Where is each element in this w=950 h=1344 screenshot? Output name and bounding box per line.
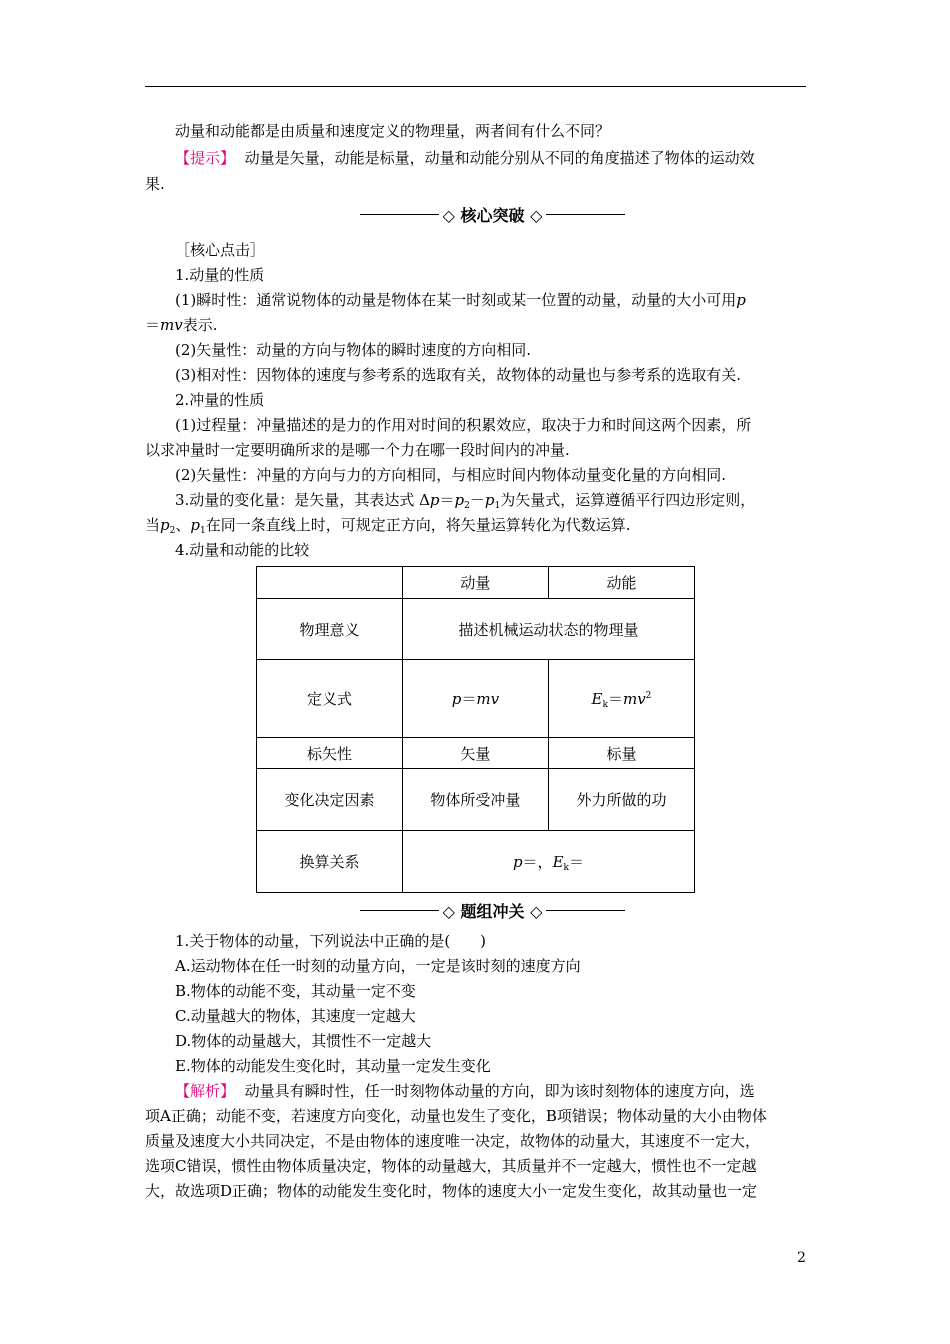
option-e: E.物体的动能发生变化时，其动量一定发生变化 bbox=[175, 1057, 491, 1075]
item-2-1-line-1: (1)过程量：冲量描述的是力的作用对时间的积累效应，取决于力和时间这两个因素，所 bbox=[175, 416, 752, 434]
table-row bbox=[257, 599, 695, 660]
hint-text: 动量是矢量，动能是标量，动量和动能分别从不同的角度描述了物体的运动效 bbox=[244, 149, 755, 167]
subscript-2: 2 bbox=[464, 501, 470, 511]
banner-rule-left bbox=[360, 910, 439, 911]
analysis-tag: 【解析】 bbox=[175, 1082, 236, 1100]
equals: ＝ bbox=[439, 491, 455, 509]
conversion-formula bbox=[402, 831, 694, 893]
section-3-line-2 bbox=[145, 515, 631, 535]
table-cell: 描述机械运动状态的物理量 bbox=[402, 599, 694, 660]
s3-text-a: 3.动量的变化量：是矢量，其表达式 Δ bbox=[175, 491, 430, 509]
analysis-text: 动量具有瞬时性，任一时刻物体动量的方向，即为该时刻物体的速度方向，选 bbox=[244, 1082, 755, 1100]
item-2-1-line-2: 以求冲量时一定要明确所求的是哪一个力在哪一段时间内的冲量. bbox=[145, 441, 570, 459]
var-p2: p bbox=[160, 516, 170, 534]
question-line: 动量和动能都是由质量和速度定义的物理量，两者间有什么不同？ bbox=[175, 122, 611, 140]
analysis-line-5: 大，故选项D正确；物体的动能发生变化时，物体的速度大小一定发生变化，故其动量也一定 bbox=[145, 1182, 758, 1200]
table-cell-empty bbox=[257, 567, 403, 599]
banner-rule-right bbox=[546, 910, 625, 911]
formula-momentum bbox=[402, 660, 548, 738]
analysis-line-3: 质量及速度大小共同决定，不是由物体的速度唯一决定，故物体的动量大，其速度不一定大， bbox=[145, 1132, 761, 1150]
item-1-3: (3)相对性：因物体的速度与参考系的选取有关，故物体的动量也与参考系的选取有关. bbox=[175, 366, 742, 384]
analysis-line-2: 项A正确；动能不变，若速度方向变化，动量也发生了变化，B项错误；物体动量的大小由物体 bbox=[145, 1107, 767, 1125]
exercise-banner bbox=[360, 899, 625, 921]
s3-text-b: 为矢量式，运算遵循平行四边形定则， bbox=[500, 491, 756, 509]
var-p: p bbox=[451, 690, 462, 708]
var-p: p bbox=[429, 491, 440, 509]
equals: ＝ bbox=[568, 853, 584, 871]
header-rule bbox=[145, 86, 806, 87]
item-1-1-line-2 bbox=[145, 315, 218, 335]
core-breakthrough-banner bbox=[360, 203, 625, 225]
var-E: E bbox=[591, 690, 603, 708]
var-p2: p bbox=[454, 491, 465, 509]
table-row bbox=[257, 769, 695, 831]
table-cell: 标量 bbox=[548, 738, 694, 769]
option-b: B.物体的动能不变，其动量一定不变 bbox=[175, 982, 416, 1000]
option-a: A.运动物体在任一时刻的动量方向，一定是该时刻的速度方向 bbox=[175, 957, 581, 975]
banner-title: ◇ 核心突破 ◇ bbox=[442, 205, 543, 225]
subscript-1: 1 bbox=[494, 501, 501, 511]
table-row bbox=[257, 567, 695, 599]
hint-tag: 【提示】 bbox=[175, 149, 236, 167]
var-mv: mv bbox=[476, 690, 500, 708]
hint-line-1 bbox=[175, 148, 755, 168]
superscript-2: 2 bbox=[645, 691, 652, 701]
equals: ＝ bbox=[607, 690, 623, 708]
question-1: 1.关于物体的动量，下列说法中正确的是( ) bbox=[175, 932, 487, 950]
section-2-title: 2.冲量的性质 bbox=[175, 391, 265, 409]
table-row-label: 标矢性 bbox=[257, 738, 403, 769]
subscript-k: k bbox=[602, 700, 608, 710]
option-c: C.动量越大的物体，其速度一定越大 bbox=[175, 1007, 416, 1025]
item-2-2: (2)矢量性：冲量的方向与力的方向相同，与相应时间内物体动量变化量的方向相同. bbox=[175, 466, 727, 484]
minus: － bbox=[469, 491, 485, 509]
table-cell: 矢量 bbox=[402, 738, 548, 769]
var-p: p bbox=[512, 853, 523, 871]
table-row-label: 变化决定因素 bbox=[257, 769, 403, 831]
table-row-label: 定义式 bbox=[257, 660, 403, 738]
banner-rule-right bbox=[546, 214, 625, 215]
equals: ＝ bbox=[145, 316, 161, 334]
subscript-k: k bbox=[563, 863, 569, 873]
equals: ＝ bbox=[461, 690, 477, 708]
var-mv: mv bbox=[622, 690, 646, 708]
var-mv: mv bbox=[160, 316, 183, 334]
s3-text-d: 在同一条直线上时，可规定正方向，将矢量运算转化为代数运算. bbox=[205, 516, 631, 534]
page-number: 2 bbox=[797, 1250, 806, 1266]
item-1-1-text: (1)瞬时性：通常说物体的动量是物体在某一时刻或某一位置的动量，动量的大小可用 bbox=[175, 291, 737, 309]
equals-comma: ＝， bbox=[522, 853, 553, 871]
comparison-table bbox=[256, 566, 695, 893]
table-head-energy: 动能 bbox=[548, 567, 694, 599]
var-p1: p bbox=[190, 516, 200, 534]
section-4-title: 4.动量和动能的比较 bbox=[175, 541, 310, 559]
table-cell: 外力所做的功 bbox=[548, 769, 694, 831]
banner-title: ◇ 题组冲关 ◇ bbox=[442, 901, 543, 921]
table-row bbox=[257, 831, 695, 893]
table-head-momentum: 动量 bbox=[402, 567, 548, 599]
formula-energy bbox=[548, 660, 694, 738]
var-E: E bbox=[552, 853, 564, 871]
table-row bbox=[257, 660, 695, 738]
s3-text-c: 当 bbox=[145, 516, 161, 534]
banner-rule-left bbox=[360, 214, 439, 215]
comma: 、 bbox=[175, 516, 191, 534]
subscript-2: 2 bbox=[169, 526, 176, 536]
var-p: p bbox=[736, 291, 746, 309]
item-1-1-line-1 bbox=[175, 290, 746, 310]
core-points-label: ［核心点击］ bbox=[175, 241, 266, 259]
table-cell: 物体所受冲量 bbox=[402, 769, 548, 831]
item-1-2: (2)矢量性：动量的方向与物体的瞬时速度的方向相同. bbox=[175, 341, 532, 359]
section-1-title: 1.动量的性质 bbox=[175, 266, 265, 284]
option-d: D.物体的动量越大，其惯性不一定越大 bbox=[175, 1032, 432, 1050]
subscript-1: 1 bbox=[199, 526, 206, 536]
table-row-label: 换算关系 bbox=[257, 831, 403, 893]
analysis-line-1 bbox=[175, 1081, 755, 1101]
item-1-1-tail: 表示. bbox=[182, 316, 218, 334]
var-p1: p bbox=[484, 491, 495, 509]
section-3-line-1 bbox=[175, 490, 755, 510]
table-row-label: 物理意义 bbox=[257, 599, 403, 660]
hint-line-2: 果. bbox=[145, 175, 165, 193]
table-row bbox=[257, 738, 695, 769]
analysis-line-4: 选项C错误，惯性由物体质量决定，物体的动量越大，其质量并不一定越大，惯性也不一定越 bbox=[145, 1157, 757, 1175]
